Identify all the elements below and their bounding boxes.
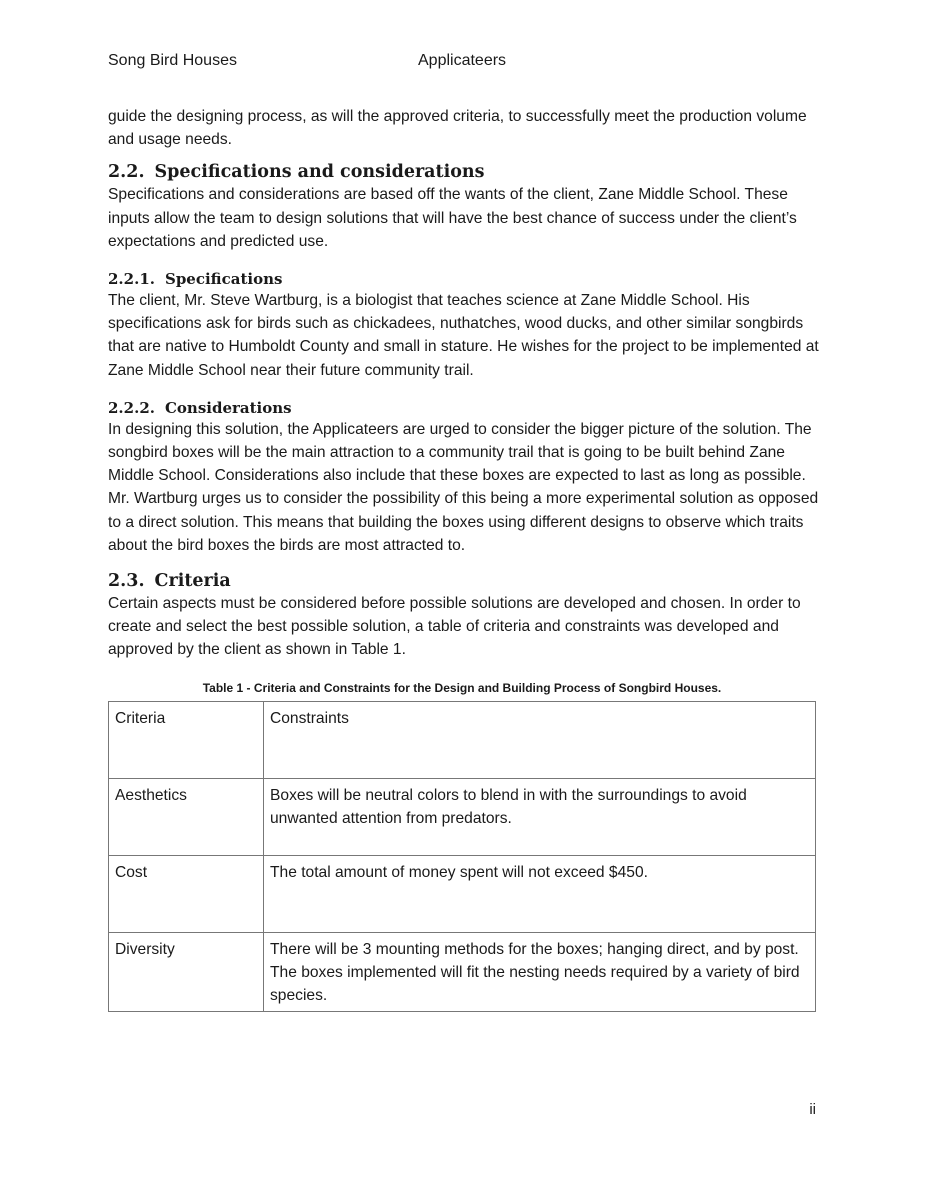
- section-number: 2.2.: [108, 162, 145, 183]
- constraints-cell: There will be 3 mounting methods for the boxes; hanging direct, and by post. The boxes implemented will fit the nesting needs required by a variety of bird species.: [264, 932, 816, 1011]
- table-header-row: [109, 701, 816, 778]
- section-number: 2.2.1.: [108, 270, 155, 289]
- section-heading-2-2: [108, 161, 822, 183]
- criteria-cell: Cost: [109, 855, 264, 932]
- section-2-2-2-body: In designing this solution, the Applicateers are urged to consider the bigger picture of the solution. The songbird boxes will be the main attraction to a community trail that is going to be built behind Zane Middle School. Considerations also include that these boxes are expected to last as long as possible. Mr. Wartburg urges us to consider the possibility of this being a more experimental solution as opposed to a direct solution. This means that building the boxes using different designs to observe which traits about the bird boxes the birds are most attracted to.: [108, 420, 819, 554]
- section-2-2-body: Specifications and considerations are based off the wants of the client, Zane Middle School. These inputs allow the team to design solutions that will have the best chance of success under the client’s expectations and predicted use.: [108, 186, 797, 250]
- header-team: Applicateers: [418, 52, 507, 69]
- criteria-table: [108, 701, 816, 1012]
- document-body: [108, 105, 822, 1012]
- section-title: Criteria: [154, 571, 231, 592]
- section-2-3-body: Certain aspects must be considered before possible solutions are developed and chosen. In order to create and select the best possible solution, a table of criteria and constraints was developed and approved by the client as shown in Table 1.: [108, 595, 801, 659]
- table-row: [109, 855, 816, 932]
- criteria-cell: Diversity: [109, 932, 264, 1011]
- table-row: [109, 932, 816, 1011]
- section-heading-2-2-2: [108, 398, 822, 418]
- constraints-cell: The total amount of money spent will not exceed $450.: [264, 855, 816, 932]
- criteria-cell: Aesthetics: [109, 778, 264, 855]
- header-title: Song Bird Houses: [108, 52, 237, 69]
- constraints-cell: Boxes will be neutral colors to blend in with the surroundings to avoid unwanted attention from predators.: [264, 778, 816, 855]
- section-heading-2-3: [108, 570, 822, 592]
- section-title: Specifications and considerations: [154, 162, 485, 183]
- section-heading-2-2-1: [108, 269, 822, 289]
- header-cell-constraints: Constraints: [264, 701, 816, 778]
- page-number: ii: [809, 1101, 816, 1118]
- header-cell-criteria: Criteria: [109, 701, 264, 778]
- section-number: 2.2.2.: [108, 398, 155, 417]
- section-title: Considerations: [164, 398, 292, 417]
- section-number: 2.3.: [108, 571, 145, 592]
- table-caption: Table 1 - Criteria and Constraints for the Design and Building Process of Songbird Houses.: [202, 680, 722, 695]
- section-2-2-1-body: The client, Mr. Steve Wartburg, is a biologist that teaches science at Zane Middle School. His specifications ask for birds such as chickadees, nuthatches, wood ducks, and other similar songbirds that are native to Humboldt County and small in stature. He wishes for the project to be implemented at Zane Middle School near their future community trail.: [108, 292, 819, 379]
- intro-paragraph: guide the designing process, as will the approved criteria, to successfully meet the production volume and usage needs.: [108, 108, 807, 149]
- table-row: [109, 778, 816, 855]
- section-title: Specifications: [164, 270, 283, 289]
